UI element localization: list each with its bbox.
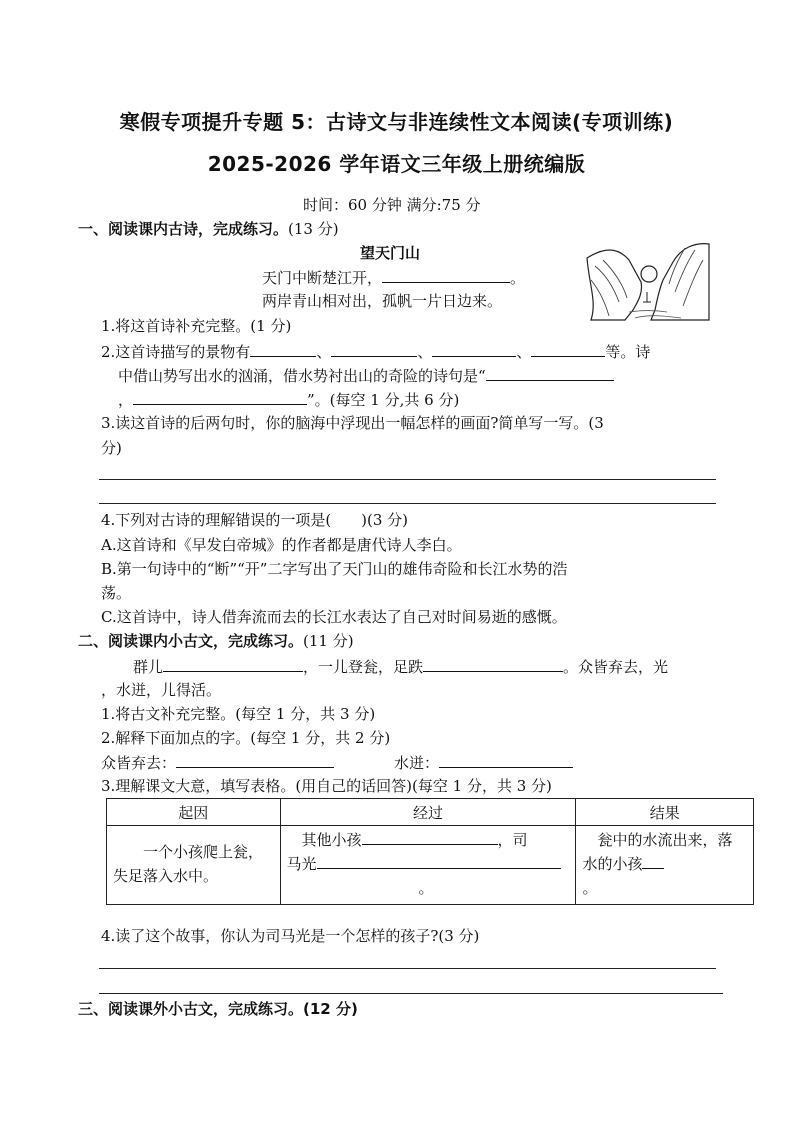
process-blank-1[interactable] — [362, 829, 498, 845]
section2-title: 二、阅读课内小古文，完成练习。 — [78, 632, 304, 650]
explain-blank-2[interactable] — [439, 752, 573, 768]
table-header-row — [107, 799, 754, 826]
table-row — [107, 826, 754, 905]
poem-line-2: 两岸青山相对出，孤帆一片日边来。 — [262, 292, 503, 310]
verse-blank-2[interactable] — [133, 389, 307, 405]
story-summary-table — [106, 798, 754, 905]
s1-question-2-cont: 中借山势写出水的汹涌，借水势衬出山的奇险的诗句是“ — [118, 365, 614, 386]
table-header-process: 经过 — [280, 799, 576, 826]
section1-title: 一、阅读课内古诗，完成练习。 — [78, 220, 289, 238]
option-b: B.第一句诗中的“断”“开”二字写出了天门山的雄伟奇险和长江水势的浩 — [101, 560, 568, 578]
answer-line[interactable] — [99, 479, 716, 480]
classical-text-line-2: ，水迸，儿得活。 — [101, 681, 222, 699]
answer-line[interactable] — [99, 968, 716, 969]
scenery-blank-3[interactable] — [432, 341, 516, 357]
poem-line-1: 天门中断楚江开， 。 — [262, 269, 526, 287]
s2-question-3: 3.理解课文大意，填写表格。(用自己的话回答)(每空 1 分，共 3 分) — [101, 777, 552, 795]
s1-question-2: 2.这首诗描写的景物有 、 、 、 等。诗 — [101, 343, 651, 361]
result-blank[interactable] — [642, 853, 664, 869]
classical-text-line-1: 群儿 ，一儿登瓮，足跌 。众皆弃去，光 — [133, 658, 669, 676]
section3-title: 三、阅读课外小古文，完成练习。 — [78, 1000, 304, 1018]
cause-cell: 一个小孩爬上瓮，失足落入水中。 — [107, 826, 281, 905]
table-header-cause: 起因 — [107, 799, 281, 826]
s2-question-1: 1.将古文补充完整。(每空 1 分，共 3 分) — [101, 705, 376, 723]
section3-points: (12 分) — [303, 1000, 358, 1018]
section2-heading — [78, 631, 354, 651]
text-blank-1[interactable] — [163, 656, 303, 672]
table-header-result: 结果 — [576, 799, 754, 826]
option-c: C.这首诗中，诗人借奔流而去的长江水表达了自己对时间易逝的感慨。 — [101, 608, 567, 626]
text-blank-2[interactable] — [423, 656, 563, 672]
worksheet-subtitle: 2025-2026 学年语文三年级上册统编版 — [207, 152, 586, 176]
explain-blank-1[interactable] — [176, 752, 334, 768]
poem-blank[interactable] — [382, 267, 510, 283]
answer-line[interactable] — [99, 993, 723, 994]
s1-question-1: 1.将这首诗补充完整。(1 分) — [101, 317, 292, 335]
section3-heading — [78, 999, 358, 1019]
s1-question-2-cont2: ， ”。(每空 1 分,共 6 分) — [118, 391, 460, 409]
mountain-river-illustration — [583, 240, 713, 322]
s2-question-2: 2.解释下面加点的字。(每空 1 分，共 2 分) — [101, 729, 391, 747]
option-a: A.这首诗和《早发白帝城》的作者都是唐代诗人李白。 — [101, 536, 462, 554]
time-score-info: 时间：60 分钟 满分:75 分 — [303, 196, 481, 214]
word-explanation-row: 众皆弃去： 水迸： — [101, 752, 573, 773]
s1-question-3-cont: 分) — [101, 439, 122, 457]
section1-points: (13 分) — [288, 220, 339, 238]
poem-title: 望天门山 — [360, 244, 421, 262]
process-cell: 其他小孩 ，司 马光 。 — [280, 826, 576, 905]
s2-question-4: 4.读了这个故事，你认为司马光是一个怎样的孩子?(3 分) — [101, 927, 480, 945]
verse-blank-1[interactable] — [486, 365, 614, 381]
option-b-cont: 荡。 — [101, 584, 132, 602]
result-cell: 瓮中的水流出来，落水的小孩 。 — [576, 826, 754, 905]
section1-heading — [78, 219, 339, 239]
scenery-blank-1[interactable] — [250, 341, 316, 357]
worksheet-title: 寒假专项提升专题 5：古诗文与非连续性文本阅读(专项训练) — [119, 110, 674, 134]
scenery-blank-4[interactable] — [531, 341, 605, 357]
section2-points: (11 分) — [303, 632, 354, 650]
process-blank-2[interactable] — [317, 853, 561, 869]
s1-question-3: 3.读这首诗的后两句时，你的脑海中浮现出一幅怎样的画面?简单写一写。(3 — [101, 414, 604, 432]
s1-question-4: 4.下列对古诗的理解错误的一项是( )(3 分) — [101, 511, 409, 529]
answer-line[interactable] — [99, 503, 716, 504]
scenery-blank-2[interactable] — [331, 341, 417, 357]
